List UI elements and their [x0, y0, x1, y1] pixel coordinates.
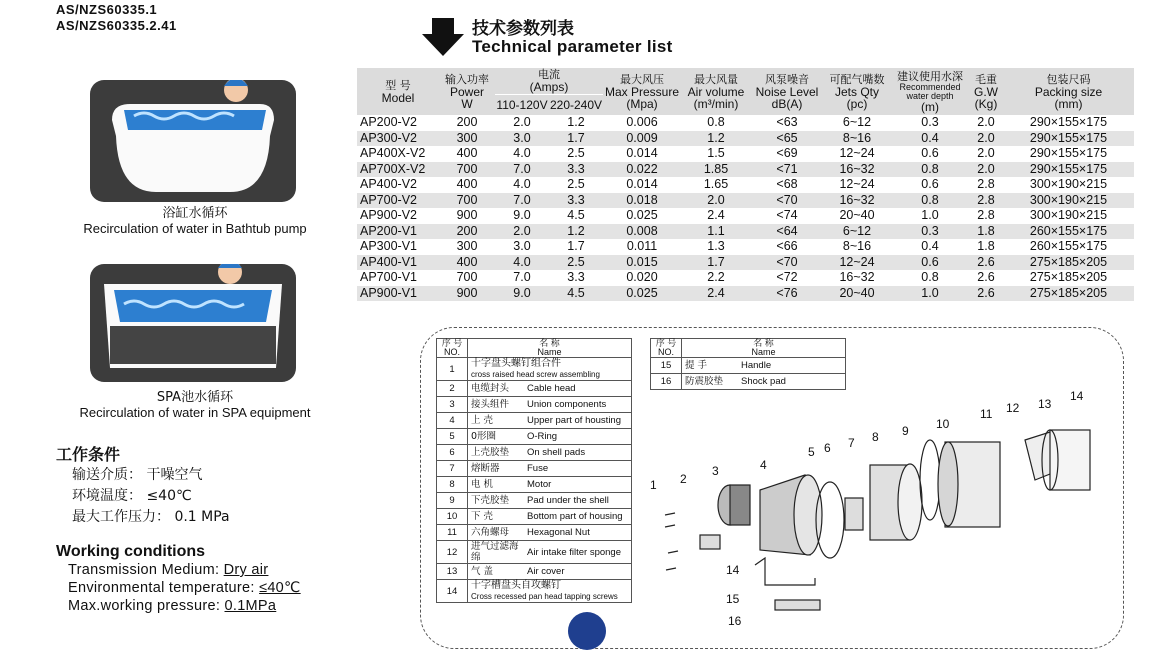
table-cell: 12~24: [839, 177, 875, 192]
table-cell: 2.0: [969, 131, 1003, 147]
table-cell: 2.8: [977, 208, 995, 223]
medium-label: Transmission Medium:: [68, 562, 224, 578]
callout-number: 1: [650, 478, 657, 492]
part-number: 2: [437, 381, 468, 397]
table-cell: 16~32: [823, 162, 891, 178]
table-cell: 2.0: [977, 115, 995, 130]
part-name-cn: 提 手: [682, 358, 739, 374]
header-model: 型 号 Model: [357, 68, 439, 115]
part-name-cn: 0形圈: [468, 429, 525, 445]
part-number: 1: [437, 358, 468, 381]
part-name-en: Air intake filter sponge: [524, 541, 632, 564]
table-cell: 12~24: [823, 255, 891, 271]
table-cell: 3.0: [495, 131, 549, 147]
table-row: [357, 115, 1134, 131]
model-cell: AP200-V1: [357, 224, 439, 240]
table-cell: 20~40: [823, 286, 891, 302]
callout-number: 10: [936, 417, 950, 431]
table-cell: 1.0: [891, 286, 969, 302]
temperature-value: ≤40℃: [259, 580, 301, 596]
part-name-en: Shock pad: [738, 374, 846, 390]
header-220v: 220-240V: [549, 95, 603, 116]
header-power: 输入功率 Power W: [439, 68, 495, 115]
parts-row: [437, 397, 632, 413]
table-row: [357, 239, 1134, 255]
table-cell: 0.4: [921, 239, 939, 254]
part-number: 11: [437, 525, 468, 541]
table-cell: <76: [751, 286, 823, 302]
parts-header-name: 名 称 Name: [468, 339, 632, 358]
part-name-en: Upper part of housting: [524, 413, 632, 429]
table-cell: 0.6: [891, 255, 969, 271]
part-name-cn: 气 盖: [468, 564, 525, 580]
header-pressure: 最大风压 Max Pressure (Mpa): [603, 68, 681, 115]
spa-caption: [50, 390, 340, 420]
part-name-cn: 熔断器: [468, 461, 525, 477]
table-cell: 1.2: [567, 115, 585, 130]
table-row: [357, 177, 1134, 193]
table-cell: 290×155×175: [1003, 131, 1134, 147]
table-cell: 400: [456, 146, 478, 161]
table-cell: 1.7: [549, 131, 603, 147]
bathtub-caption-en: Recirculation of water in Bathtub pump: [83, 221, 307, 236]
working-en-line-1: [68, 561, 301, 579]
part-name-cn: 下 壳: [468, 509, 525, 525]
table-cell: 0.011: [626, 239, 658, 254]
table-cell: 2.0: [969, 162, 1003, 178]
bathtub-caption-cn: 浴缸水循环: [162, 206, 228, 221]
part-name-en: Air cover: [524, 564, 632, 580]
table-cell: 16~32: [823, 193, 891, 209]
table-cell: 0.008: [603, 224, 681, 240]
callout-number: 8: [872, 430, 879, 444]
table-cell: 1.85: [681, 162, 751, 178]
table-cell: 2.6: [969, 255, 1003, 271]
table-cell: 290×155×175: [1003, 162, 1134, 178]
table-cell: 9.0: [495, 286, 549, 302]
parts-table-1: [436, 338, 632, 603]
table-row: [357, 286, 1134, 302]
table-cell: 260×155×175: [1003, 224, 1134, 240]
table-cell: 0.3: [921, 115, 939, 130]
part-name-en: Hexagonal Nut: [524, 525, 632, 541]
parts2-header-no: 序 号 NO.: [651, 339, 682, 358]
table-cell: 0.015: [603, 255, 681, 271]
header-packing: 包装尺码 Packing size (mm): [1003, 68, 1134, 115]
spa-image: [90, 264, 296, 382]
table-cell: 700: [456, 270, 478, 285]
table-cell: <70: [751, 193, 823, 209]
working-conditions-en: [56, 543, 301, 615]
part-number: 9: [437, 493, 468, 509]
table-cell: 20~40: [839, 208, 875, 223]
table-cell: 0.020: [626, 270, 658, 285]
table-cell: 4.5: [567, 208, 585, 223]
standard-1: AS/NZS60335.1: [56, 2, 158, 17]
working-cn-heading: 工作条件: [56, 445, 121, 464]
table-cell: 6~12: [842, 115, 872, 130]
header-jets: 可配气嘴数 Jets Qty (pc): [823, 68, 891, 115]
table-cell: 2.5: [549, 255, 603, 271]
parts-row: [437, 429, 632, 445]
table-cell: 8~16: [823, 131, 891, 147]
title-en: Technical parameter list: [472, 37, 673, 56]
pressure-label: Max.working pressure:: [68, 598, 225, 614]
part-name-cn: 下壳胶垫: [468, 493, 525, 509]
callout-number: 6: [824, 441, 831, 455]
table-cell: 9.0: [513, 208, 531, 223]
table-cell: 4.5: [549, 286, 603, 302]
callout-number: 9: [902, 424, 909, 438]
table-cell: 3.0: [513, 239, 531, 254]
working-en-line-2: [68, 579, 301, 597]
table-cell: 1.65: [703, 177, 729, 192]
model-cell: AP700X-V2: [357, 162, 439, 178]
table-cell: 700: [439, 193, 495, 209]
callout-number: 14: [1070, 389, 1084, 403]
table-cell: <66: [776, 239, 798, 254]
table-cell: 16~32: [839, 270, 875, 285]
standards-block: [56, 2, 177, 34]
part-number: 12: [437, 541, 468, 564]
table-cell: 1.5: [707, 146, 725, 161]
parts-row: [437, 580, 632, 603]
parts-row: [437, 413, 632, 429]
parts-row: [437, 358, 632, 381]
table-cell: 200: [439, 224, 495, 240]
part-number: 7: [437, 461, 468, 477]
table-cell: 4.0: [495, 255, 549, 271]
model-cell: AP900-V2: [360, 208, 417, 223]
table-cell: 2.0: [513, 115, 531, 130]
callout-number: 15: [726, 592, 740, 606]
table-cell: 1.2: [549, 224, 603, 240]
table-cell: 2.8: [969, 193, 1003, 209]
part-number: 10: [437, 509, 468, 525]
part-name-cn: 接头组件: [468, 397, 525, 413]
part-number: 5: [437, 429, 468, 445]
part-number: 3: [437, 397, 468, 413]
table-cell: 2.8: [977, 177, 995, 192]
table-cell: 1.7: [681, 255, 751, 271]
table-cell: <74: [776, 208, 798, 223]
header-current: 电流 (Amps): [495, 68, 603, 95]
table-cell: 2.0: [977, 146, 995, 161]
table-cell: <63: [776, 115, 798, 130]
table-cell: 4.0: [513, 146, 531, 161]
callout-number: 11: [980, 407, 993, 421]
table-row: [357, 255, 1134, 271]
part-name-en: Bottom part of housing: [524, 509, 632, 525]
table-cell: 0.8: [891, 162, 969, 178]
part-name-en: Pad under the shell: [524, 493, 632, 509]
table-cell: <72: [776, 270, 798, 285]
callout-number: 5: [808, 445, 815, 459]
table-cell: 2.0: [495, 224, 549, 240]
table-cell: 275×185×205: [1003, 286, 1134, 302]
parts-row: [437, 381, 632, 397]
table-cell: 900: [439, 286, 495, 302]
table-cell: 290×155×175: [1029, 146, 1108, 161]
table-cell: 7.0: [513, 270, 531, 285]
part-number: 14: [437, 580, 468, 603]
parts-row: [437, 445, 632, 461]
callout-number: 3: [712, 464, 719, 478]
table-cell: 700: [439, 162, 495, 178]
table-cell: 290×155×175: [1029, 115, 1108, 130]
table-cell: <65: [751, 131, 823, 147]
spa-caption-en: Recirculation of water in SPA equipment: [79, 405, 311, 420]
table-cell: 300: [456, 239, 478, 254]
table-cell: 3.3: [549, 193, 603, 209]
table-cell: 275×185×205: [1029, 270, 1108, 285]
callout-number: 13: [1038, 397, 1052, 411]
parts-row: [437, 493, 632, 509]
table-cell: 400: [439, 255, 495, 271]
header-depth: 建议使用水深 Recommended water depth (m): [891, 68, 969, 115]
part-number: 15: [651, 358, 682, 374]
model-cell: AP700-V2: [357, 193, 439, 209]
working-cn-line: 环境温度： ≤40℃: [72, 488, 192, 504]
part-name-cn: 进气过滤海绵: [468, 541, 525, 564]
table-cell: 0.022: [603, 162, 681, 178]
part-name-cn: 上壳胶垫: [468, 445, 525, 461]
table-cell: <70: [751, 255, 823, 271]
parts-row: [437, 461, 632, 477]
table-row: [357, 162, 1134, 178]
header-noise: 风泵噪音 Noise Level dB(A): [751, 68, 823, 115]
table-cell: 2.0: [681, 193, 751, 209]
table-cell: 3.3: [567, 270, 585, 285]
table-cell: 0.8: [891, 193, 969, 209]
table-cell: 1.8: [977, 239, 995, 254]
table-row: [357, 131, 1134, 147]
table-cell: 300×190×215: [1029, 208, 1108, 223]
table-cell: 0.025: [626, 208, 658, 223]
callout-number: 4: [760, 458, 767, 472]
medium-value: Dry air: [223, 562, 269, 578]
parts2-header-name: 名 称 Name: [682, 339, 846, 358]
model-cell: AP700-V1: [360, 270, 417, 285]
table-cell: 0.006: [626, 115, 658, 130]
part-name-en: Cable head: [524, 381, 632, 397]
table-cell: 400: [456, 177, 478, 192]
table-cell: 2.4: [681, 286, 751, 302]
table-cell: 1.2: [681, 131, 751, 147]
down-arrow-icon: [422, 18, 464, 61]
table-cell: 2.4: [707, 208, 725, 223]
model-cell: AP900-V1: [357, 286, 439, 302]
model-cell: AP400-V1: [357, 255, 439, 271]
part-name-en: Union components: [524, 397, 632, 413]
part-number: 13: [437, 564, 468, 580]
parts-row: [437, 564, 632, 580]
table-cell: <69: [776, 146, 798, 161]
table-cell: 7.0: [495, 162, 549, 178]
table-cell: 1.7: [567, 239, 585, 254]
model-cell: AP300-V2: [357, 131, 439, 147]
table-row: [357, 224, 1134, 240]
part-number: 4: [437, 413, 468, 429]
part-name: 十字盘头螺钉组合件 cross raised head screw assembling: [468, 358, 632, 381]
table-cell: 6~12: [823, 224, 891, 240]
table-cell: 1.1: [681, 224, 751, 240]
parts-row: [437, 477, 632, 493]
table-cell: 200: [456, 115, 478, 130]
callout-number: 12: [1006, 401, 1020, 415]
part-name-en: Handle: [738, 358, 846, 374]
table-cell: 0.014: [626, 177, 658, 192]
table-row: [357, 193, 1134, 209]
table-cell: 2.6: [969, 286, 1003, 302]
part-name-en: O-Ring: [524, 429, 632, 445]
table-cell: 0.025: [603, 286, 681, 302]
table-cell: <71: [751, 162, 823, 178]
parts-row: [651, 358, 846, 374]
part-name-cn: 六角螺母: [468, 525, 525, 541]
table-cell: 900: [456, 208, 478, 223]
table-cell: 0.4: [891, 131, 969, 147]
table-cell: 3.3: [549, 162, 603, 178]
table-row: [357, 146, 1134, 162]
part-name-cn: 电 机: [468, 477, 525, 493]
parameter-table: [357, 68, 1134, 301]
parts-row: [437, 525, 632, 541]
standard-2: AS/NZS60335.2.41: [56, 18, 177, 33]
part-name-cn: 上 壳: [468, 413, 525, 429]
table-cell: 260×155×175: [1029, 239, 1108, 254]
table-cell: <64: [751, 224, 823, 240]
callout-number: 2: [680, 472, 687, 486]
table-cell: 1.8: [969, 224, 1003, 240]
table-cell: 0.009: [603, 131, 681, 147]
table-cell: 2.5: [567, 177, 585, 192]
table-cell: 2.6: [977, 270, 995, 285]
header-110v: 110-120V: [495, 95, 549, 116]
parts-row: [437, 509, 632, 525]
part-name-en: Fuse: [524, 461, 632, 477]
table-cell: 0.8: [707, 115, 725, 130]
callout-number: 14: [726, 563, 740, 577]
bathtub-caption: [50, 206, 340, 236]
part-name: 十字槽盘头自攻螺钉 Cross recessed pan head tapping screws: [468, 580, 632, 603]
table-cell: 0.014: [626, 146, 658, 161]
callout-number: 7: [848, 436, 855, 450]
table-cell: 1.0: [921, 208, 939, 223]
title-cn: 技术参数列表: [472, 19, 574, 39]
table-cell: 7.0: [495, 193, 549, 209]
part-name-cn: 防震胶垫: [682, 374, 739, 390]
spa-caption-cn: SPA池水循环: [156, 390, 234, 405]
bathtub-image: [90, 80, 296, 202]
model-cell: AP300-V1: [360, 239, 417, 254]
table-cell: 300×190×215: [1029, 177, 1108, 192]
header-air-volume: 最大风量 Air volume (m³/min): [681, 68, 751, 115]
table-row: [357, 208, 1134, 224]
table-cell: <68: [776, 177, 798, 192]
temperature-label: Environmental temperature:: [68, 580, 260, 596]
table-cell: 0.8: [921, 270, 939, 285]
part-name-cn: 电缆封头: [468, 381, 525, 397]
model-cell: AP400X-V2: [360, 146, 426, 161]
working-cn-line: 输送介质： 干噪空气: [72, 467, 203, 483]
part-name-en: On shell pads: [524, 445, 632, 461]
table-cell: 8~16: [842, 239, 872, 254]
pressure-value: 0.1MPa: [224, 598, 277, 614]
model-cell: AP200-V2: [360, 115, 417, 130]
table-cell: 4.0: [513, 177, 531, 192]
part-number: 16: [651, 374, 682, 390]
table-cell: 12~24: [839, 146, 875, 161]
table-cell: 0.3: [891, 224, 969, 240]
callout-number: 16: [728, 614, 742, 628]
table-cell: 2.5: [567, 146, 585, 161]
table-cell: 0.6: [921, 146, 939, 161]
working-en-heading: Working conditions: [56, 543, 206, 560]
model-cell: AP400-V2: [360, 177, 417, 192]
parts-header-no: 序 号 NO.: [437, 339, 468, 358]
table-cell: 0.018: [603, 193, 681, 209]
working-en-line-3: [68, 597, 301, 615]
parts-row: [437, 541, 632, 564]
part-number: 6: [437, 445, 468, 461]
table-cell: 300×190×215: [1003, 193, 1134, 209]
exploded-pump-diagram: [630, 380, 1120, 625]
table-cell: 275×185×205: [1003, 255, 1134, 271]
working-cn-line: 最大工作压力： 0.1 MPa: [72, 509, 230, 525]
part-name-en: Motor: [524, 477, 632, 493]
working-conditions-cn: [56, 442, 230, 528]
table-cell: 2.2: [707, 270, 725, 285]
table-cell: 300: [439, 131, 495, 147]
header-gw: 毛重 G.W (Kg): [969, 68, 1003, 115]
table-cell: 0.6: [921, 177, 939, 192]
table-cell: 1.3: [707, 239, 725, 254]
part-number: 8: [437, 477, 468, 493]
table-row: [357, 270, 1134, 286]
blue-badge-icon: [568, 612, 606, 650]
